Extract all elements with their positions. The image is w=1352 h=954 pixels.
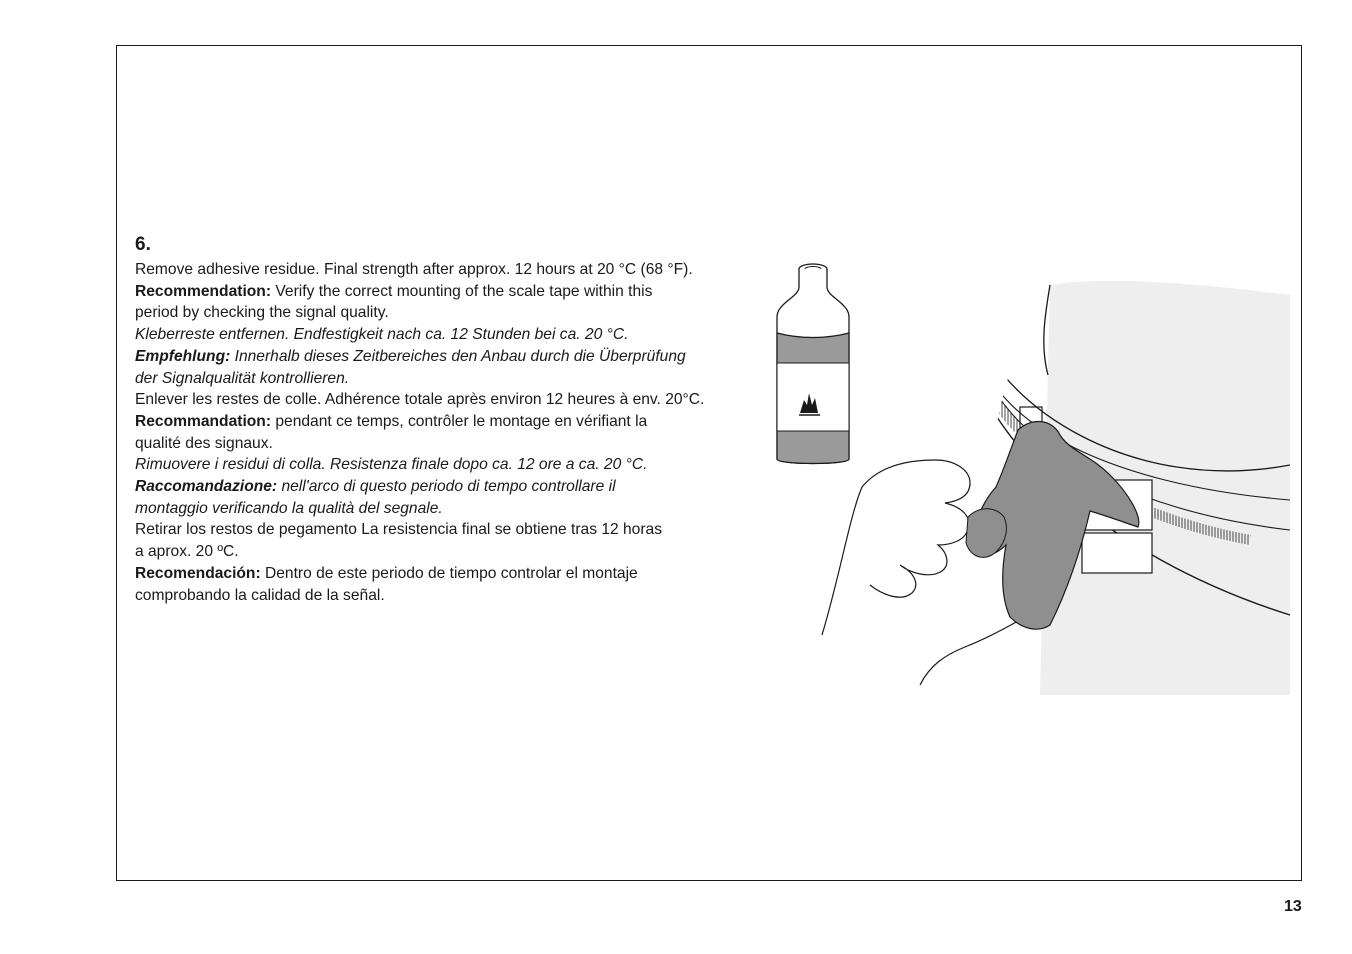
es-body: Retirar los restos de pegamento La resistencia final se obtiene tras 12 horas	[135, 521, 663, 539]
step-number: 6.	[135, 234, 151, 255]
fr-rec-label: Recommandation:	[135, 412, 272, 430]
it-body: Rimuovere i residui di colla. Resistenza finale dopo ca. 12 ore a ca. 20 °C.	[135, 456, 648, 474]
it-rec-label: Raccomandazione:	[135, 478, 278, 496]
es-recommendation-cont: comprobando la calidad de la señal.	[135, 586, 385, 604]
fr-recommendation-cont: qualité des signaux.	[135, 434, 273, 452]
en-recommendation-cont: period by checking the signal quality.	[135, 304, 389, 322]
de-rec-label: Empfehlung:	[135, 347, 231, 365]
en-body: Remove adhesive residue. Final strength after approx. 12 hours at 20 °C (68 °F).	[135, 261, 693, 278]
de-body: Kleberreste entfernen. Endfestigkeit nach ca. 12 Stunden bei ca. 20 °C.	[135, 326, 629, 344]
es-body-cont: a aprox. 20 ºC.	[135, 543, 239, 561]
de-recommendation: Empfehlung: Innerhalb dieses Zeitbereiches den Anbau durch die Überprüfung	[135, 347, 686, 365]
solvent-bottle-icon	[777, 264, 849, 464]
instruction-text	[135, 259, 775, 606]
fr-recommendation: Recommandation: pendant ce temps, contrôler le montage en vérifiant la	[135, 412, 648, 430]
en-rec-label: Recommendation:	[135, 282, 272, 300]
es-rec-label: Recomendación:	[135, 564, 261, 582]
it-recommendation: Raccomandazione: nell'arco di questo periodo di tempo controllare il	[135, 478, 616, 496]
flammable-symbol-icon	[797, 387, 821, 417]
es-recommendation: Recomendación: Dentro de este periodo de tiempo controlar el montaje	[135, 564, 638, 582]
page-number: 13	[1284, 898, 1302, 915]
en-recommendation: Recommendation: Verify the correct mounting of the scale tape within this	[135, 282, 653, 300]
fr-body: Enlever les restes de colle. Adhérence totale après environ 12 heures à env. 20°C.	[135, 391, 705, 409]
it-recommendation-cont: montaggio verificando la qualità del segnale.	[135, 499, 443, 517]
cleaning-illustration	[770, 255, 1290, 695]
de-recommendation-cont: der Signalqualität kontrollieren.	[135, 369, 350, 387]
